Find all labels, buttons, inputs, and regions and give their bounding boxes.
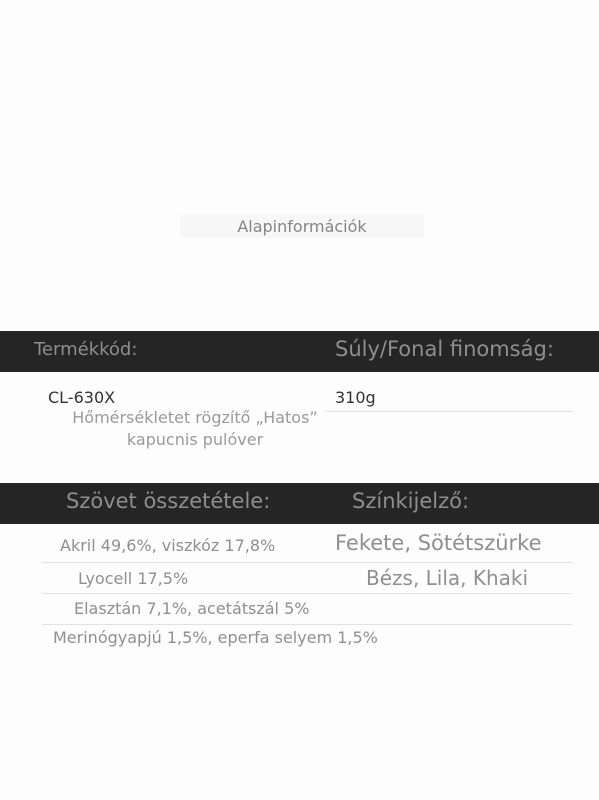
section-title: Alapinformációk	[180, 214, 424, 238]
color-value: Fekete, Sötétszürke	[335, 531, 542, 555]
weight-value: 310g	[335, 388, 376, 407]
divider	[42, 624, 572, 625]
divider	[42, 593, 572, 594]
color-label: Színkijelző:	[352, 489, 470, 513]
weight-label: Súly/Fonal finomság:	[335, 337, 554, 361]
divider	[42, 562, 572, 563]
product-code-value: CL-630X	[48, 388, 116, 407]
composition-value: Elasztán 7,1%, acetátszál 5%	[74, 599, 310, 618]
product-code-label: Termékkód:	[34, 339, 138, 360]
composition-value: Merinógyapjú 1,5%, eperfa selyem 1,5%	[53, 628, 378, 647]
composition-value: Lyocell 17,5%	[78, 569, 189, 588]
product-name: Hőmérsékletet rögzítő „Hatos” kapucnis pulóver	[72, 408, 318, 449]
composition-value: Akril 49,6%, viszkóz 17,8%	[60, 536, 276, 555]
divider	[325, 411, 572, 412]
fabric-composition-label: Szövet összetétele:	[66, 489, 271, 513]
color-value: Bézs, Lila, Khaki	[366, 566, 529, 590]
